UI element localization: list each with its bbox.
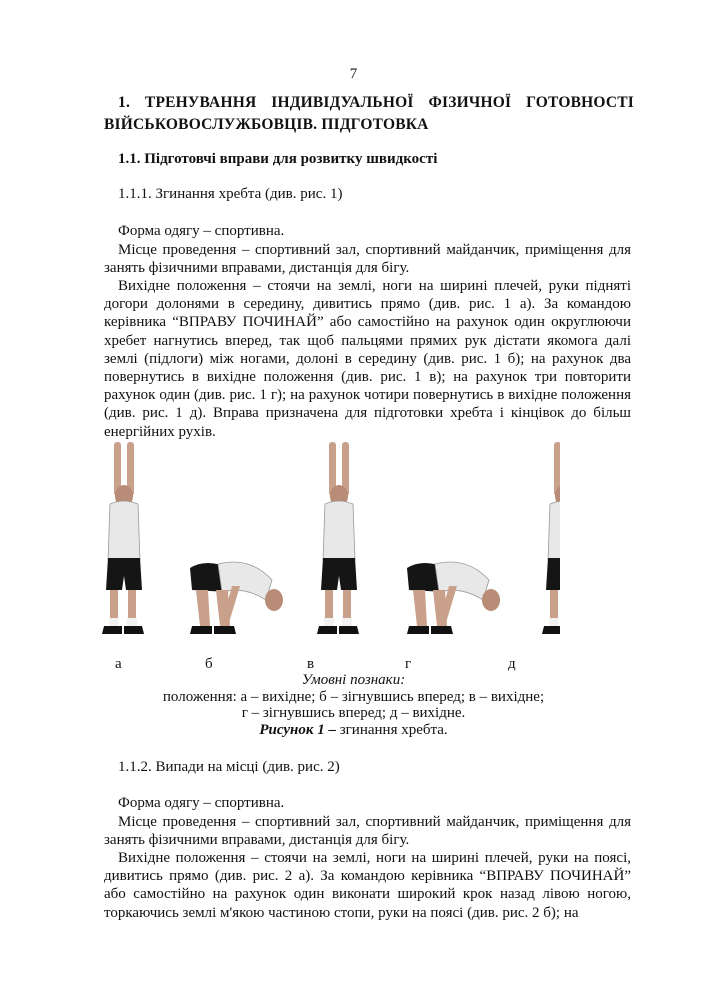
chapter-heading <box>104 92 634 136</box>
figure-label-e: д <box>508 656 516 672</box>
figure-label-b: б <box>205 656 213 672</box>
figure-label-c: в <box>307 656 315 672</box>
exercise-1-place: Місце проведення – спортивний зал, спортивний майданчик, приміщення для занять фізичними вправами, дистанція для бігу. <box>104 242 631 277</box>
chapter-title: ТРЕНУВАННЯ ІНДИВІДУАЛЬНОЇ ФІЗИЧНОЇ ГОТОВНОСТІ ВІЙСЬКОВОСЛУЖБОВЦІВ. ПІДГОТОВКА <box>104 94 635 133</box>
exercise-1-description-paragraph <box>104 277 631 441</box>
figure-1-caption <box>0 722 707 739</box>
figure-label-a: а <box>115 656 122 672</box>
exercise-2-description-paragraph <box>104 849 631 922</box>
exercise-1-description: Вихідне положення – стоячи на землі, ноги на ширині плечей, руки підняті догори долонями в середину, дивитись прямо (див. рис. 1 а). За командою керівника “ВПРАВУ ПОЧИНАЙ” або самостійно на рахунок один округлюючи хребет нагнутись вперед, так щоб пальцями прямих рук дістати якомога далі землі (підлоги) між ногами, долоні в середину (див. рис. 1 б); на рахунок два повернутись в вихідне положення (див. рис. 1 в); на рахунок три повторити рахунок один (див. рис. 1 г); на рахунок чотири повернутись в вихідне положення (див. рис. 1 д). Вправа призначена для підготовки хребта і кінцівок до більш енергійних рухів. <box>104 278 631 440</box>
exercise-2-description: Вихідне положення – стоячи на землі, ноги на ширині плечей, руки на поясі, дивитись прямо (див. рис. 2 а). За командою керівника “ВПРАВУ ПОЧИНАЙ” або самостійно на рахунок один виконати широкий крок назад лівою ногою, торкаючись землі м'якою частиною стопи, руки на поясі (див. рис. 2 б); на <box>104 850 631 921</box>
section-heading: 1.1. Підготовчі вправи для розвитку швидкості <box>118 151 438 167</box>
exercise-1-clothing: Форма одягу – спортивна. <box>118 223 285 239</box>
figure-pose-d <box>407 562 500 634</box>
figure-1-caption-label: Рисунок 1 – <box>259 722 336 738</box>
chapter-number: 1. <box>118 94 131 111</box>
figure-label-d: г <box>405 656 412 672</box>
exercise-1-title: 1.1.1. Згинання хребта (див. рис. 1) <box>118 186 343 202</box>
figure-1-illustration <box>100 440 560 650</box>
exercise-2-place-paragraph <box>104 813 631 849</box>
figure-pose-c <box>317 442 359 634</box>
exercise-2-title: 1.1.2. Випади на місці (див. рис. 2) <box>118 759 340 775</box>
figure-1-legend-title: Умовні познаки: <box>301 672 406 688</box>
figure-1-caption-text: згинання хребта. <box>335 722 448 738</box>
figure-pose-a <box>102 442 144 634</box>
figure-1-legend-line-2: г – зігнувшись вперед; д – вихідне. <box>241 705 466 721</box>
figure-1-legend-line-1: положення: а – вихідне; б – зігнувшись вперед; в – вихідне; <box>162 689 545 705</box>
exercise-2-place: Місце проведення – спортивний зал, спортивний майданчик, приміщення для занять фізичними вправами, дистанція для бігу. <box>104 814 631 849</box>
exercise-2-clothing: Форма одягу – спортивна. <box>118 795 285 811</box>
figure-pose-e <box>542 442 560 634</box>
exercise-1-place-paragraph <box>104 241 631 277</box>
page-number: 7 <box>349 66 358 82</box>
figure-pose-b <box>190 562 283 634</box>
